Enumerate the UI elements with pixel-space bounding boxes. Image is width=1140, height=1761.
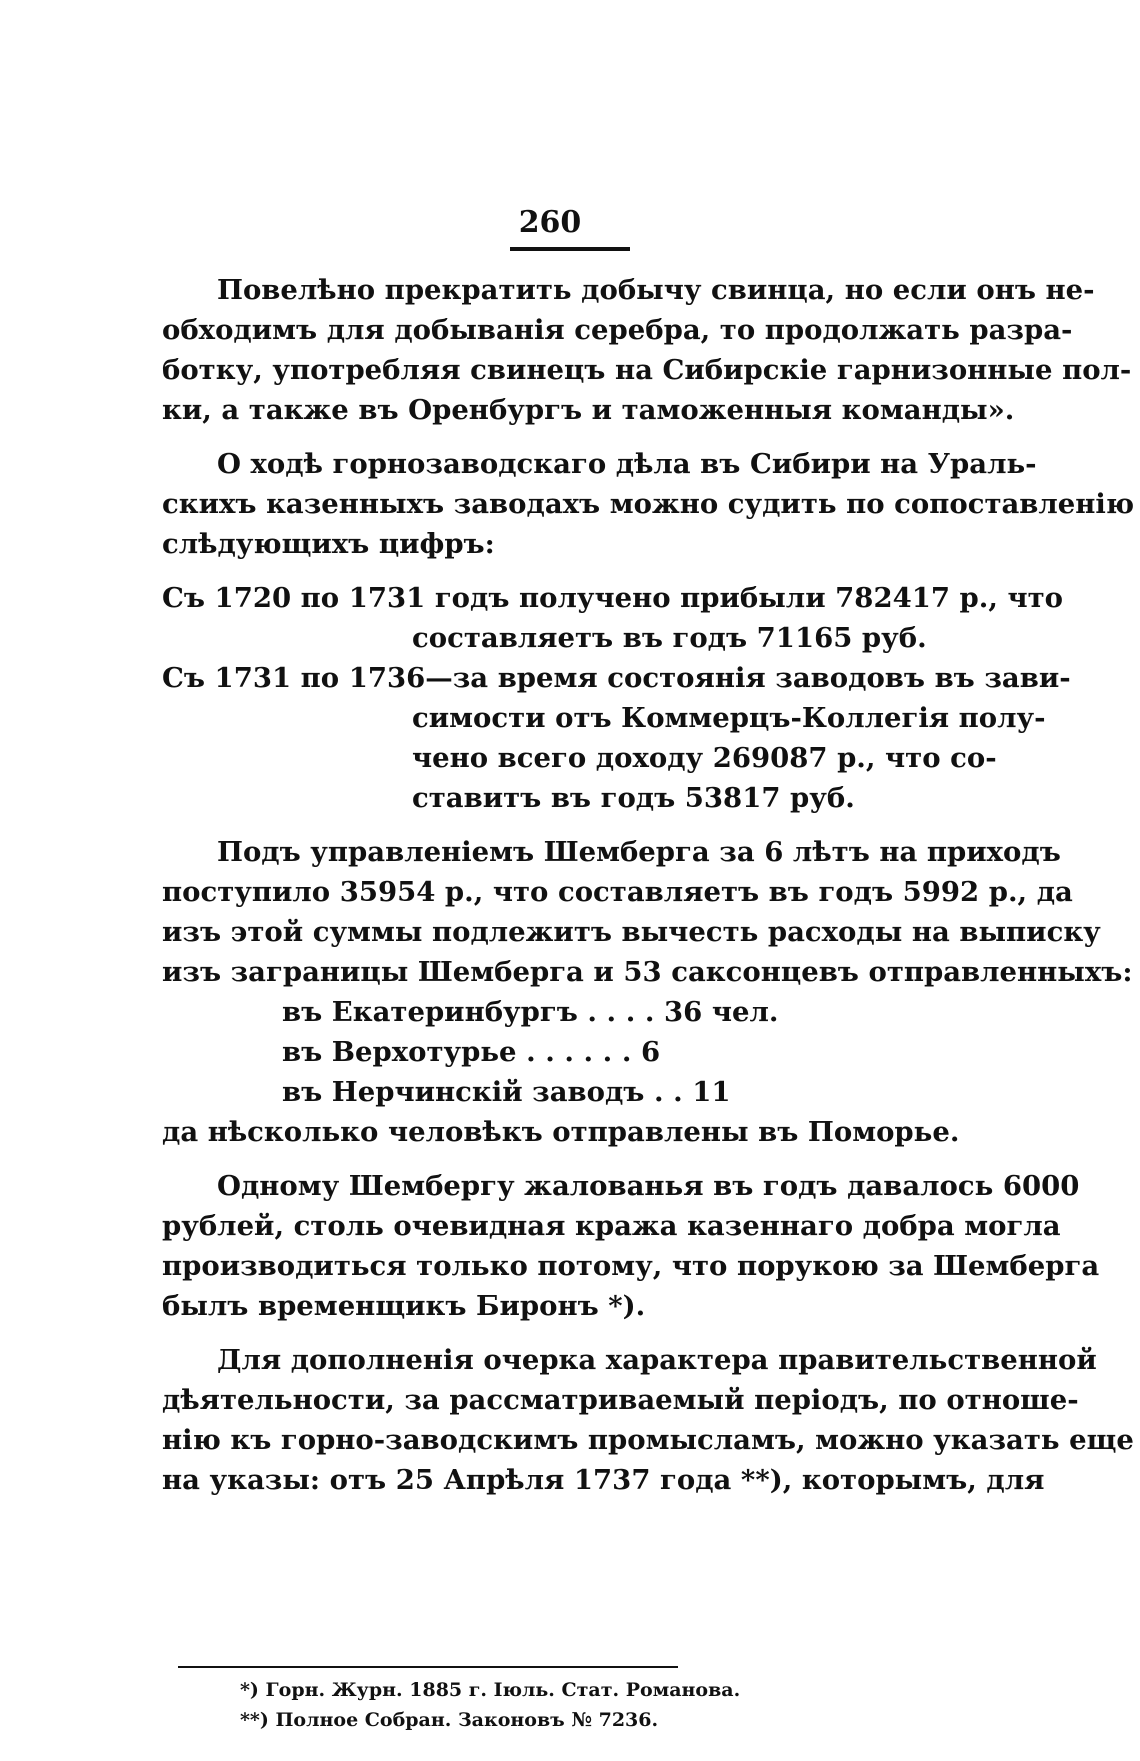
footnote: *) Горн. Журн. 1885 г. Іюль. Стат. Романова.: [240, 1679, 741, 1701]
page-number: 260: [518, 205, 582, 240]
footnote: **) Полное Собран. Законовъ № 7236.: [240, 1709, 659, 1731]
header-rule: [510, 247, 630, 251]
text-line: О ходѣ горнозаводскаго дѣла въ Сибири на Ураль-: [217, 448, 1037, 480]
text-line: обходимъ для добыванія серебра, то продолжать разра-: [162, 314, 1073, 346]
text-line: въ Верхотурье . . . . . . 6: [282, 1036, 661, 1068]
text-line: чено всего доходу 269087 р., что со-: [412, 742, 997, 774]
text-line: скихъ казенныхъ заводахъ можно судить по сопоставленію: [162, 488, 1135, 520]
text-line: дѣятельности, за рассматриваемый періодъ, по отноше-: [162, 1384, 1079, 1416]
text-line: на указы: отъ 25 Апрѣля 1737 года **), которымъ, для: [162, 1464, 1045, 1496]
text-line: въ Екатеринбургъ . . . . 36 чел.: [282, 996, 779, 1028]
text-line: изъ заграницы Шемберга и 53 саксонцевъ отправленныхъ:: [162, 956, 1133, 988]
body-text: [162, 270, 1135, 1500]
text-line: ки, а также въ Оренбургъ и таможенныя команды».: [162, 394, 1015, 426]
text-line: Съ 1731 по 1736—за время состоянія заводовъ въ зави-: [162, 662, 1071, 694]
text-line: поступило 35954 р., что составляетъ въ годъ 5992 р., да: [162, 876, 1073, 908]
text-line: ставитъ въ годъ 53817 руб.: [412, 782, 855, 814]
text-line: былъ временщикъ Биронъ *).: [162, 1290, 646, 1322]
text-line: Повелѣно прекратить добычу свинца, но если онъ не-: [217, 274, 1095, 306]
text-line: производиться только потому, что порукою за Шемберга: [162, 1250, 1100, 1282]
text-line: ботку, употребляя свинецъ на Сибирскіе гарнизонные пол-: [162, 354, 1132, 386]
text-line: въ Нерчинскій заводъ . . 11: [282, 1076, 731, 1108]
footnotes: [240, 1675, 840, 1735]
text-line: симости отъ Коммерцъ-Коллегія полу-: [412, 702, 1046, 734]
text-line: изъ этой суммы подлежитъ вычесть расходы на выписку: [162, 916, 1101, 948]
text-line: составляетъ въ годъ 71165 руб.: [412, 622, 927, 654]
text-line: Для дополненія очерка характера правительственной: [217, 1344, 1097, 1376]
text-line: нію къ горно-заводскимъ промысламъ, можно указать еще: [162, 1424, 1134, 1456]
text-line: да нѣсколько человѣкъ отправлены въ Поморье.: [162, 1116, 960, 1148]
text-line: рублей, столь очевидная кража казеннаго добра могла: [162, 1210, 1061, 1242]
text-line: Одному Шембергу жалованья въ годъ давалось 6000: [217, 1170, 1080, 1202]
footnote-rule: [178, 1666, 678, 1668]
text-line: Подъ управленіемъ Шемберга за 6 лѣтъ на приходъ: [217, 836, 1061, 868]
text-line: Съ 1720 по 1731 годъ получено прибыли 782417 р., что: [162, 582, 1064, 614]
text-line: слѣдующихъ цифръ:: [162, 528, 495, 560]
